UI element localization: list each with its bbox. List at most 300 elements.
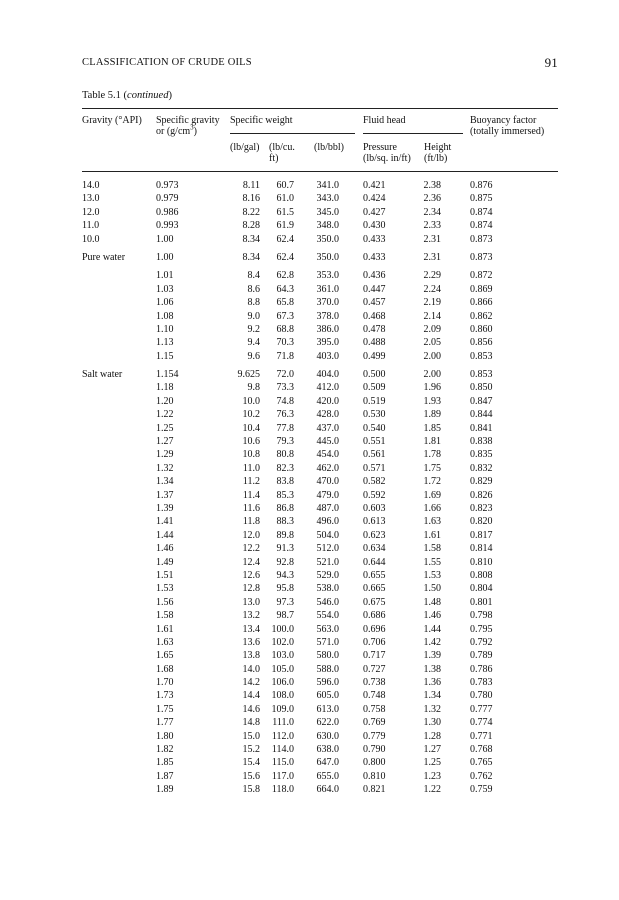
specific-gravity-cell: 1.154 [156, 369, 179, 381]
height-cell: 1.53 [423, 569, 441, 581]
table-row [82, 251, 558, 264]
table-row [82, 269, 558, 282]
specific-gravity-cell: 1.06 [156, 297, 174, 309]
table-row [82, 623, 558, 636]
buoyancy-cell: 0.866 [470, 297, 493, 309]
height-cell: 1.66 [423, 502, 441, 514]
specific-gravity-cell: 1.13 [156, 337, 174, 349]
running-head [82, 57, 558, 71]
table-row [82, 502, 558, 515]
lb-bbl-cell: 622.0 [316, 717, 339, 729]
pressure-cell: 0.613 [363, 516, 386, 528]
lb-gal-cell: 8.34 [242, 251, 260, 263]
lb-gal-cell: 15.0 [242, 730, 260, 742]
lb-cuft-cell: 67.3 [276, 310, 294, 322]
gravity-cell: 10.0 [82, 233, 100, 245]
lb-gal-cell: 8.8 [247, 297, 260, 309]
specific-gravity-cell: 0.973 [156, 180, 179, 191]
lb-cuft-cell: 117.0 [271, 770, 294, 782]
lb-bbl-cell: 348.0 [316, 220, 339, 232]
height-cell: 1.25 [423, 757, 441, 769]
height-cell: 1.23 [423, 770, 441, 782]
height-cell: 1.55 [423, 556, 441, 568]
lb-gal-cell: 13.4 [242, 623, 260, 635]
table-row [82, 435, 558, 448]
table-row [82, 368, 558, 381]
lb-gal-cell: 9.625 [237, 369, 260, 381]
lb-gal-cell: 14.8 [242, 717, 260, 729]
lb-bbl-cell: 403.0 [316, 350, 339, 362]
lb-cuft-cell: 95.8 [276, 583, 294, 595]
buoyancy-cell: 0.876 [470, 180, 493, 191]
table-row [82, 529, 558, 542]
height-cell: 1.69 [423, 489, 441, 501]
specific-gravity-cell: 1.82 [156, 744, 174, 756]
caption-suffix: ) [168, 90, 172, 101]
buoyancy-cell: 0.847 [470, 395, 493, 407]
height-cell: 1.50 [423, 583, 441, 595]
header-gravity: Gravity (°API) [82, 115, 142, 126]
pressure-cell: 0.706 [363, 636, 386, 648]
buoyancy-cell: 0.873 [470, 251, 493, 263]
header-bottom-rule [82, 171, 558, 172]
lb-bbl-cell: 437.0 [316, 422, 339, 434]
lb-gal-cell: 8.6 [247, 283, 260, 295]
lb-cuft-cell: 65.8 [276, 297, 294, 309]
lb-bbl-cell: 462.0 [316, 462, 339, 474]
lb-bbl-cell: 412.0 [316, 382, 339, 394]
specific-gravity-cell: 1.65 [156, 650, 174, 662]
lb-cuft-cell: 64.3 [276, 283, 294, 295]
table-row [82, 743, 558, 756]
buoyancy-cell: 0.759 [470, 784, 493, 796]
lb-cuft-cell: 70.3 [276, 337, 294, 349]
height-cell: 2.34 [423, 206, 441, 218]
lb-gal-cell: 12.2 [242, 543, 260, 555]
height-cell: 1.39 [423, 650, 441, 662]
lb-cuft-cell: 115.0 [271, 757, 294, 769]
height-cell: 1.48 [423, 596, 441, 608]
lb-bbl-cell: 638.0 [316, 744, 339, 756]
table-row [82, 676, 558, 689]
lb-gal-cell: 10.6 [242, 436, 260, 448]
specific-gravity-cell: 0.993 [156, 220, 179, 232]
pressure-cell: 0.592 [363, 489, 386, 501]
height-cell: 1.22 [423, 784, 441, 796]
height-cell: 1.96 [423, 382, 441, 394]
height-cell: 1.30 [423, 717, 441, 729]
gravity-cell: 13.0 [82, 193, 100, 205]
lb-cuft-cell: 97.3 [276, 596, 294, 608]
buoyancy-cell: 0.853 [470, 369, 493, 381]
buoyancy-cell: 0.823 [470, 502, 493, 514]
header-buoyancy-line2: (totally immersed) [470, 126, 545, 137]
lb-cuft-cell: 105.0 [271, 663, 294, 675]
gravity-cell: 11.0 [82, 220, 100, 232]
table-row [82, 770, 558, 783]
pressure-cell: 0.421 [363, 180, 386, 191]
buoyancy-cell: 0.875 [470, 193, 493, 205]
height-cell: 2.24 [423, 283, 441, 295]
page-number: 91 [544, 55, 558, 70]
lb-cuft-cell: 62.4 [276, 251, 294, 263]
pressure-cell: 0.717 [363, 650, 386, 662]
table-row [82, 730, 558, 743]
height-cell: 1.42 [423, 636, 441, 648]
lb-bbl-cell: 664.0 [316, 784, 339, 796]
buoyancy-cell: 0.874 [470, 206, 493, 218]
lb-bbl-cell: 395.0 [316, 337, 339, 349]
pressure-cell: 0.468 [363, 310, 386, 322]
header-height-line2: (ft/lb) [424, 153, 448, 164]
buoyancy-cell: 0.817 [470, 529, 493, 541]
pressure-cell: 0.499 [363, 350, 386, 362]
lb-gal-cell: 15.6 [242, 770, 260, 782]
pressure-cell: 0.436 [363, 270, 386, 282]
height-cell: 2.00 [423, 350, 441, 362]
pressure-cell: 0.779 [363, 730, 386, 742]
lb-cuft-cell: 92.8 [276, 556, 294, 568]
specific-gravity-cell: 1.03 [156, 283, 174, 295]
table-row [82, 515, 558, 528]
lb-bbl-cell: 563.0 [316, 623, 339, 635]
table-row [82, 219, 558, 232]
specific-gravity-cell: 1.73 [156, 690, 174, 702]
header-lb-cuft [269, 142, 295, 164]
specific-gravity-cell: 1.18 [156, 382, 174, 394]
pressure-cell: 0.509 [363, 382, 386, 394]
lb-bbl-cell: 378.0 [316, 310, 339, 322]
height-cell: 2.36 [423, 193, 441, 205]
buoyancy-cell: 0.860 [470, 323, 493, 335]
lb-cuft-cell: 103.0 [271, 650, 294, 662]
specific-gravity-cell: 1.80 [156, 730, 174, 742]
table-row [82, 350, 558, 363]
specific-gravity-cell: 1.53 [156, 583, 174, 595]
lb-bbl-cell: 353.0 [316, 270, 339, 282]
table-row [82, 179, 558, 192]
lb-bbl-cell: 454.0 [316, 449, 339, 461]
lb-bbl-cell: 571.0 [316, 636, 339, 648]
specific-gravity-cell: 1.85 [156, 757, 174, 769]
buoyancy-cell: 0.795 [470, 623, 493, 635]
lb-bbl-cell: 647.0 [316, 757, 339, 769]
height-cell: 2.29 [423, 270, 441, 282]
caption-emphasis: continued [127, 90, 169, 101]
height-cell: 2.05 [423, 337, 441, 349]
buoyancy-cell: 0.765 [470, 757, 493, 769]
lb-bbl-cell: 343.0 [316, 193, 339, 205]
pressure-cell: 0.551 [363, 436, 386, 448]
specific-gravity-cell: 1.10 [156, 323, 174, 335]
lb-cuft-cell: 112.0 [271, 730, 294, 742]
specific-gravity-cell: 1.22 [156, 409, 174, 421]
lb-bbl-cell: 341.0 [316, 180, 339, 191]
lb-gal-cell: 13.6 [242, 636, 260, 648]
table-row [82, 323, 558, 336]
lb-gal-cell: 8.4 [247, 270, 260, 282]
lb-bbl-cell: 487.0 [316, 502, 339, 514]
table-row [82, 569, 558, 582]
table-row [82, 609, 558, 622]
pressure-cell: 0.748 [363, 690, 386, 702]
header-height-line1: Height [424, 142, 452, 153]
lb-bbl-cell: 580.0 [316, 650, 339, 662]
pressure-cell: 0.655 [363, 569, 386, 581]
lb-cuft-cell: 83.8 [276, 476, 294, 488]
header-sg-superscript: 3 [190, 123, 194, 132]
table-row [82, 283, 558, 296]
pressure-cell: 0.478 [363, 323, 386, 335]
pressure-cell: 0.447 [363, 283, 386, 295]
header-sg-close: ) [193, 126, 197, 137]
specific-gravity-cell: 1.25 [156, 422, 174, 434]
lb-bbl-cell: 428.0 [316, 409, 339, 421]
pressure-cell: 0.634 [363, 543, 386, 555]
pressure-cell: 0.571 [363, 462, 386, 474]
height-cell: 1.46 [423, 610, 441, 622]
header-lb-cuft-line2: ft) [269, 153, 279, 164]
gravity-cell: Pure water [82, 251, 126, 263]
buoyancy-cell: 0.838 [470, 436, 493, 448]
buoyancy-cell: 0.862 [470, 310, 493, 322]
buoyancy-cell: 0.801 [470, 596, 493, 608]
lb-bbl-cell: 404.0 [316, 369, 339, 381]
height-cell: 1.27 [423, 744, 441, 756]
specific-gravity-cell: 1.51 [156, 569, 174, 581]
height-cell: 1.78 [423, 449, 441, 461]
lb-gal-cell: 13.0 [242, 596, 260, 608]
buoyancy-cell: 0.873 [470, 233, 493, 245]
lb-cuft-cell: 109.0 [271, 703, 294, 715]
specific-gravity-cell: 1.39 [156, 502, 174, 514]
table-row [82, 542, 558, 555]
height-cell: 1.81 [423, 436, 441, 448]
caption-prefix: Table 5.1 ( [82, 90, 128, 101]
header-specific-weight: Specific weight [230, 115, 293, 126]
specific-gravity-cell: 1.70 [156, 677, 174, 689]
buoyancy-cell: 0.798 [470, 610, 493, 622]
table-row [82, 296, 558, 309]
buoyancy-cell: 0.850 [470, 382, 493, 394]
lb-cuft-cell: 94.3 [276, 569, 294, 581]
specific-gravity-cell: 1.46 [156, 543, 174, 555]
header-pressure [363, 142, 411, 164]
lb-cuft-cell: 72.0 [276, 369, 294, 381]
header-pressure-line1: Pressure [363, 142, 397, 153]
specific-gravity-cell: 1.58 [156, 610, 174, 622]
specific-weight-rule [230, 133, 355, 134]
lb-bbl-cell: 554.0 [316, 610, 339, 622]
buoyancy-cell: 0.786 [470, 663, 493, 675]
buoyancy-cell: 0.814 [470, 543, 493, 555]
specific-gravity-cell: 1.56 [156, 596, 174, 608]
specific-gravity-cell: 1.00 [156, 233, 174, 245]
lb-cuft-cell: 61.5 [276, 206, 294, 218]
table-top-rule [82, 108, 558, 109]
lb-cuft-cell: 88.3 [276, 516, 294, 528]
gravity-cell: 14.0 [82, 180, 100, 191]
lb-cuft-cell: 71.8 [276, 350, 294, 362]
lb-gal-cell: 15.4 [242, 757, 260, 769]
pressure-cell: 0.561 [363, 449, 386, 461]
table-row [82, 233, 558, 246]
lb-cuft-cell: 111.0 [272, 717, 294, 729]
specific-gravity-cell: 1.89 [156, 784, 174, 796]
buoyancy-cell: 0.820 [470, 516, 493, 528]
pressure-cell: 0.488 [363, 337, 386, 349]
pressure-cell: 0.665 [363, 583, 386, 595]
buoyancy-cell: 0.826 [470, 489, 493, 501]
header-lb-cuft-line1: (lb/cu. [269, 142, 295, 153]
buoyancy-cell: 0.789 [470, 650, 493, 662]
specific-gravity-cell: 1.01 [156, 270, 174, 282]
header-fluid-head: Fluid head [363, 115, 406, 126]
pressure-cell: 0.424 [363, 193, 386, 205]
table-row [82, 663, 558, 676]
buoyancy-cell: 0.774 [470, 717, 493, 729]
pressure-cell: 0.810 [363, 770, 386, 782]
lb-cuft-cell: 98.7 [276, 610, 294, 622]
lb-cuft-cell: 118.0 [271, 784, 294, 796]
lb-gal-cell: 8.34 [242, 233, 260, 245]
lb-gal-cell: 11.0 [242, 462, 260, 474]
table-row [82, 310, 558, 323]
height-cell: 1.58 [423, 543, 441, 555]
lb-gal-cell: 11.4 [242, 489, 260, 501]
table-row [82, 395, 558, 408]
specific-gravity-cell: 1.87 [156, 770, 174, 782]
lb-gal-cell: 10.0 [242, 395, 260, 407]
height-cell: 2.38 [423, 180, 441, 191]
buoyancy-cell: 0.832 [470, 462, 493, 474]
specific-gravity-cell: 1.00 [156, 251, 174, 263]
lb-gal-cell: 12.6 [242, 569, 260, 581]
buoyancy-cell: 0.783 [470, 677, 493, 689]
buoyancy-cell: 0.856 [470, 337, 493, 349]
height-cell: 2.31 [423, 251, 441, 263]
height-cell: 2.14 [423, 310, 441, 322]
table-row [82, 408, 558, 421]
lb-cuft-cell: 100.0 [271, 623, 294, 635]
specific-gravity-cell: 1.44 [156, 529, 174, 541]
lb-bbl-cell: 350.0 [316, 251, 339, 263]
pressure-cell: 0.790 [363, 744, 386, 756]
table-row [82, 422, 558, 435]
pressure-cell: 0.727 [363, 663, 386, 675]
height-cell: 1.72 [423, 476, 441, 488]
lb-bbl-cell: 512.0 [316, 543, 339, 555]
header-height [424, 142, 451, 164]
lb-cuft-cell: 74.8 [276, 395, 294, 407]
lb-cuft-cell: 86.8 [276, 502, 294, 514]
specific-gravity-cell: 1.15 [156, 350, 174, 362]
header-sg-units: or (g/cm [156, 126, 191, 137]
lb-bbl-cell: 470.0 [316, 476, 339, 488]
buoyancy-cell: 0.771 [470, 730, 493, 742]
specific-gravity-cell: 0.979 [156, 193, 179, 205]
lb-cuft-cell: 60.7 [276, 180, 294, 191]
lb-bbl-cell: 605.0 [316, 690, 339, 702]
specific-gravity-cell: 1.20 [156, 395, 174, 407]
header-specific-gravity [156, 115, 220, 137]
specific-gravity-cell: 1.77 [156, 717, 174, 729]
lb-cuft-cell: 62.8 [276, 270, 294, 282]
buoyancy-cell: 0.762 [470, 770, 493, 782]
lb-bbl-cell: 361.0 [316, 283, 339, 295]
lb-bbl-cell: 345.0 [316, 206, 339, 218]
height-cell: 1.44 [423, 623, 441, 635]
lb-cuft-cell: 68.8 [276, 323, 294, 335]
lb-cuft-cell: 106.0 [271, 677, 294, 689]
height-cell: 1.61 [423, 529, 441, 541]
specific-gravity-cell: 1.61 [156, 623, 174, 635]
lb-bbl-cell: 479.0 [316, 489, 339, 501]
height-cell: 1.85 [423, 422, 441, 434]
lb-gal-cell: 12.8 [242, 583, 260, 595]
lb-bbl-cell: 496.0 [316, 516, 339, 528]
lb-bbl-cell: 386.0 [316, 323, 339, 335]
header-pressure-line2: (lb/sq. in/ft) [363, 153, 411, 164]
lb-gal-cell: 9.2 [247, 323, 260, 335]
table-row [82, 556, 558, 569]
lb-gal-cell: 11.8 [242, 516, 260, 528]
height-cell: 2.19 [423, 297, 441, 309]
buoyancy-cell: 0.777 [470, 703, 493, 715]
buoyancy-cell: 0.841 [470, 422, 493, 434]
lb-cuft-cell: 61.9 [276, 220, 294, 232]
table-row [82, 689, 558, 702]
header-buoyancy-line1: Buoyancy factor [470, 115, 537, 126]
pressure-cell: 0.738 [363, 677, 386, 689]
specific-gravity-cell: 1.49 [156, 556, 174, 568]
height-cell: 1.75 [423, 462, 441, 474]
lb-bbl-cell: 529.0 [316, 569, 339, 581]
pressure-cell: 0.430 [363, 220, 386, 232]
header-lb-gal: (lb/gal) [230, 142, 260, 153]
table-row [82, 596, 558, 609]
pressure-cell: 0.540 [363, 422, 386, 434]
pressure-cell: 0.519 [363, 395, 386, 407]
gravity-cell: Salt water [82, 369, 123, 381]
lb-cuft-cell: 102.0 [271, 636, 294, 648]
lb-gal-cell: 14.0 [242, 663, 260, 675]
buoyancy-cell: 0.853 [470, 350, 493, 362]
lb-bbl-cell: 350.0 [316, 233, 339, 245]
table-row [82, 636, 558, 649]
height-cell: 1.36 [423, 677, 441, 689]
lb-bbl-cell: 613.0 [316, 703, 339, 715]
lb-cuft-cell: 80.8 [276, 449, 294, 461]
pressure-cell: 0.769 [363, 717, 386, 729]
lb-cuft-cell: 77.8 [276, 422, 294, 434]
lb-bbl-cell: 521.0 [316, 556, 339, 568]
pressure-cell: 0.427 [363, 206, 386, 218]
header-lb-bbl: (lb/bbl) [314, 142, 344, 153]
height-cell: 2.09 [423, 323, 441, 335]
lb-gal-cell: 10.4 [242, 422, 260, 434]
buoyancy-cell: 0.808 [470, 569, 493, 581]
height-cell: 1.93 [423, 395, 441, 407]
buoyancy-cell: 0.780 [470, 690, 493, 702]
lb-bbl-cell: 546.0 [316, 596, 339, 608]
lb-cuft-cell: 82.3 [276, 462, 294, 474]
pressure-cell: 0.821 [363, 784, 386, 796]
lb-cuft-cell: 91.3 [276, 543, 294, 555]
specific-gravity-cell: 1.29 [156, 449, 174, 461]
table-row [82, 716, 558, 729]
buoyancy-cell: 0.835 [470, 449, 493, 461]
